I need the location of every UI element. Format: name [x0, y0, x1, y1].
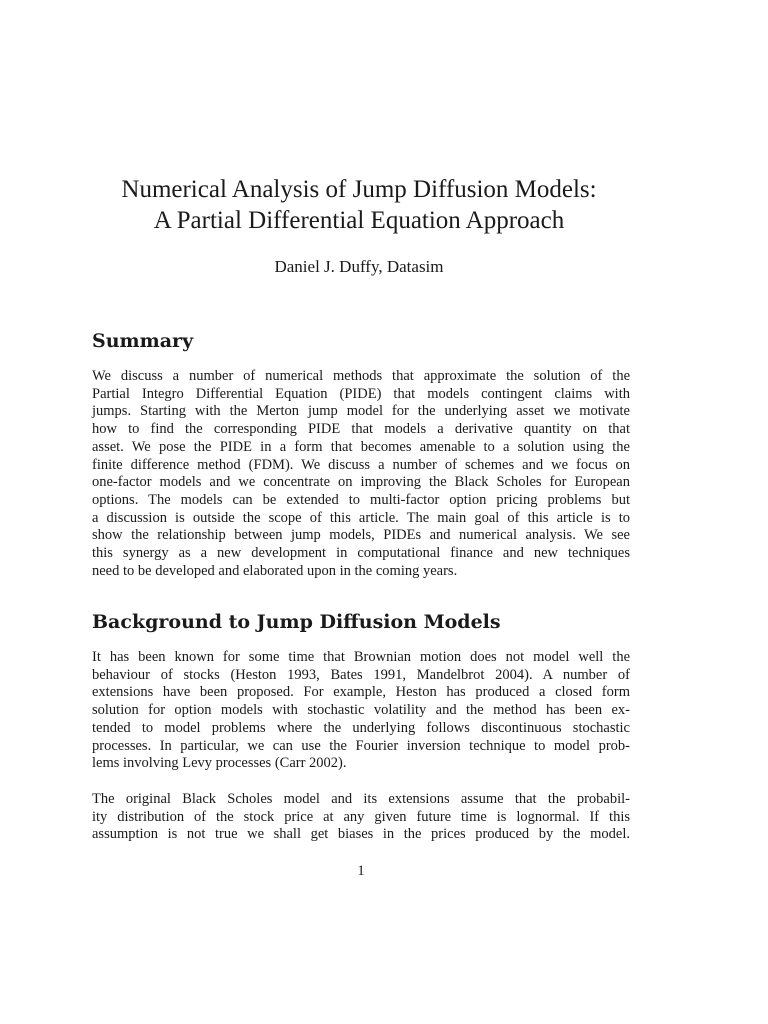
- text-line: assumption is not true we shall get biases in the prices produced by the model.: [92, 826, 630, 843]
- background-heading: Background to Jump Diffusion Models: [92, 611, 501, 633]
- text-line: options. The models can be extended to multi-factor option pricing problems but: [92, 491, 630, 508]
- summary-heading: Summary: [92, 330, 194, 352]
- author-line: Daniel J. Duffy, Datasim: [274, 257, 444, 276]
- text-line: jumps. Starting with the Merton jump model for the underlying asset we motivate: [92, 403, 630, 420]
- text-line: processes. In particular, we can use the Fourier inversion technique to model prob-: [92, 737, 630, 754]
- text-line: how to find the corresponding PIDE that models a derivative quantity on that: [92, 421, 630, 438]
- text-line: We discuss a number of numerical methods that approximate the solution of the: [92, 368, 630, 384]
- text-line: asset. We pose the PIDE in a form that becomes amenable to a solution using the: [92, 438, 630, 455]
- title-line-2: A Partial Differential Equation Approach: [153, 207, 565, 234]
- background-paragraph-2: [92, 791, 630, 844]
- summary-paragraph: [92, 368, 630, 580]
- text-line: need to be developed and elaborated upon in the coming years.: [92, 562, 458, 579]
- text-line: show the relationship between jump models, PIDEs and numerical analysis. We see: [92, 527, 630, 544]
- text-line: lems involving Levy processes (Carr 2002).: [92, 755, 347, 772]
- background-paragraph-1: [92, 649, 630, 773]
- page-number: 1: [357, 863, 365, 879]
- text-line: one-factor models and we concentrate on improving the Black Scholes for European: [92, 474, 630, 491]
- text-line: solution for option models with stochastic volatility and the method has been ex-: [92, 702, 630, 719]
- text-line: ity distribution of the stock price at any given future time is lognormal. If this: [92, 808, 630, 825]
- text-line: Partial Integro Differential Equation (PIDE) that models contingent claims with: [92, 385, 630, 402]
- text-line: behaviour of stocks (Heston 1993, Bates 1991, Mandelbrot 2004). A number of: [92, 666, 630, 683]
- text-line: a discussion is outside the scope of this article. The main goal of this article is to: [92, 509, 630, 526]
- text-line: tended to model problems where the underlying follows discontinuous stochastic: [92, 719, 630, 736]
- text-line: extensions have been proposed. For example, Heston has produced a closed form: [92, 684, 630, 701]
- text-line: It has been known for some time that Brownian motion does not model well the: [92, 649, 630, 665]
- text-line: The original Black Scholes model and its extensions assume that the probabil-: [92, 791, 630, 807]
- text-line: this synergy as a new development in computational finance and new techniques: [92, 545, 630, 562]
- paper-title: [0, 174, 718, 236]
- text-line: finite difference method (FDM). We discuss a number of schemes and we focus on: [92, 456, 630, 473]
- title-line-1: Numerical Analysis of Jump Diffusion Models:: [121, 176, 597, 203]
